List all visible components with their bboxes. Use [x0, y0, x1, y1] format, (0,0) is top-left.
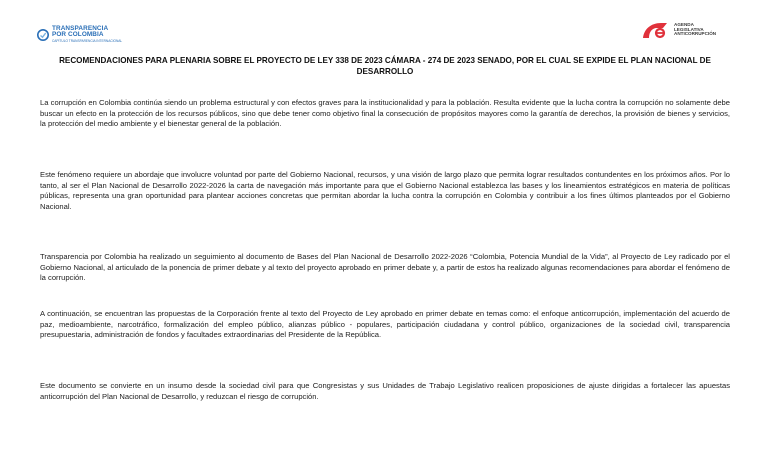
- paragraph-5: Este documento se convierte en un insumo desde la sociedad civil para que Congresistas y sus Unidades de Trabajo Legislativo realicen proposiciones de ajuste dirigidas a fortalecer las apuestas anticorrupción del Plan Nacional de Desarrollo, y reduzcan el riesgo de corrupción.: [40, 381, 730, 401]
- logo-left-line1: TRANSPARENCIA: [52, 25, 109, 32]
- logo-right-line3: ANTICORRUPCIÓN: [674, 31, 717, 37]
- paragraph-1: La corrupción en Colombia continúa siendo un problema estructural y con efectos graves para la institucionalidad y para la población. Resulta evidente que la lucha contra la corrupción no solamente debe buscar un efecto en la protección de los recursos públicos, sino que debe tener como objetivo final la consecución de propósitos mayores como la garantía de derechos, la provisión de bienes y servicios, la protección del medio ambiente y el bienestar general de la población.: [40, 98, 730, 129]
- logo-left-tagline: CAPÍTULO TRANSPARENCIA INTERNACIONAL: [52, 38, 123, 43]
- logo-left-line2: POR COLOMBIA: [52, 31, 104, 39]
- logo-right-line2: LEGISLATIVA: [674, 26, 704, 32]
- document-title: RECOMENDACIONES PARA PLENARIA SOBRE EL PROYECTO DE LEY 338 DE 2023 CÁMARA - 274 DE 2023 SENADO, POR EL CUAL SE EXPIDE EL PLAN NACIONAL DE DESARROLLO: [59, 56, 711, 76]
- paragraph-4: A continuación, se encuentran las propuestas de la Corporación frente al texto del Proyecto de Ley aprobado en primer debate en temas como: el enfoque anticorrupción, implementación del acuerdo de paz, medioambiente, narcotráfico, formalización del empleo público, alianzas público - populares, participación ciudadana y control público, organizaciones de la sociedad civil, transparencia presupuestaria, administración de fondos y facultades extraordinarias del Presidente de la República.: [40, 309, 730, 340]
- transparencia-por-colombia-logo: [37, 26, 122, 43]
- paragraph-3: Transparencia por Colombia ha realizado un seguimiento al documento de Bases del Plan Nacional de Desarrollo 2022-2026 “Colombia, Potencia Mundial de la Vida”, al Proyecto de Ley radicado por el Gobierno Nacional, al articulado de la ponencia de primer debate y al texto del proyecto aprobado en primer debate y, a partir de estos ha realizado algunas recomendaciones para abordar el fenómeno de la corrupción.: [40, 252, 730, 283]
- agenda-emblem-icon: [641, 21, 671, 39]
- tpc-emblem-icon: [37, 29, 49, 41]
- paragraph-2: Este fenómeno requiere un abordaje que involucre voluntad por parte del Gobierno Nacional, recursos, y una visión de largo plazo que permita lograr resultados contundentes en los próximos años. Por lo tanto, al ser el Plan Nacional de Desarrollo 2022-2026 la carta de navegación más importante para que el Gobierno Nacional establezca las bases y los lineamientos estratégicos en materia de políticas públicas, representa una gran oportunidad para plantear acciones concretas que permitan abordar la lucha contra la corrupción en Colombia y contribuir a los fines últimos planteados por el Gobierno Nacional.: [40, 170, 730, 211]
- agenda-legislativa-anticorrupcion-logo: [641, 21, 716, 39]
- logo-right-line1: AGENDA: [674, 21, 694, 27]
